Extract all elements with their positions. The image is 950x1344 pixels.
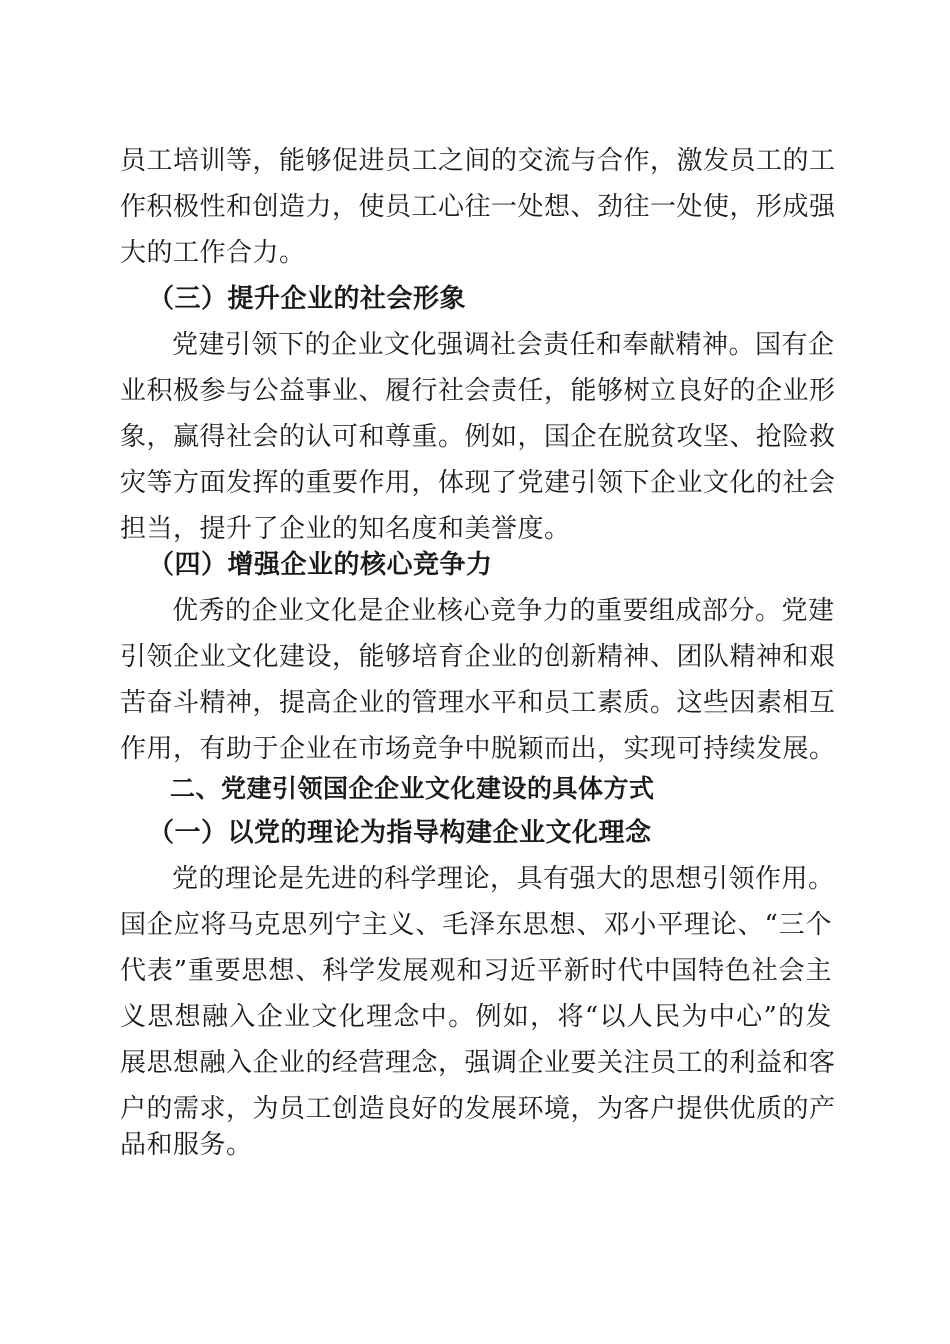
paragraph-line: 大的工作合力。: [120, 238, 306, 268]
paragraph-line: 作积极性和创造力，使员工心往一处想、劲往一处使，形成强: [120, 192, 836, 222]
paragraph-line: 优秀的企业文化是企业核心竞争力的重要组成部分。党建: [172, 596, 835, 626]
paragraph-line: 担当，提升了企业的知名度和美誉度。: [120, 514, 571, 544]
paragraph-line: 引领企业文化建设，能够培育企业的创新精神、团队精神和艰: [120, 642, 836, 672]
subsection-heading-4: （四）增强企业的核心竞争力: [148, 550, 493, 580]
paragraph-line: 义思想融入企业文化理念中。例如，将“以人民为中心”的发: [120, 1002, 832, 1032]
paragraph-line: 员工培训等，能够促进员工之间的交流与合作，激发员工的工: [120, 146, 836, 176]
paragraph-line: 代表”重要思想、科学发展观和习近平新时代中国特色社会主: [120, 956, 832, 986]
paragraph-line: 户的需求，为员工创造良好的发展环境，为客户提供优质的产: [120, 1094, 836, 1124]
paragraph-line: 党的理论是先进的科学理论，具有强大的思想引领作用。: [172, 864, 835, 894]
paragraph-line: 象，赢得社会的认可和尊重。例如，国企在脱贫攻坚、抢险救: [120, 422, 836, 452]
paragraph-line: 业积极参与公益事业、履行社会责任，能够树立良好的企业形: [120, 376, 836, 406]
paragraph-line: 展思想融入企业的经营理念，强调企业要关注员工的利益和客: [120, 1048, 836, 1078]
section-heading-2: 二、党建引领国企企业文化建设的具体方式: [170, 774, 655, 803]
paragraph-line: 品和服务。: [120, 1130, 253, 1160]
subsection-heading-2-1: （一）以党的理论为指导构建企业文化理念: [148, 818, 652, 848]
paragraph-line: 作用，有助于企业在市场竞争中脱颖而出，实现可持续发展。: [120, 734, 836, 764]
paragraph-line: 国企应将马克思列宁主义、毛泽东思想、邓小平理论、“三个: [120, 910, 832, 940]
paragraph-line: 党建引领下的企业文化强调社会责任和奉献精神。国有企: [172, 330, 835, 360]
paragraph-line: 灾等方面发挥的重要作用，体现了党建引领下企业文化的社会: [120, 468, 836, 498]
paragraph-line: 苦奋斗精神，提高企业的管理水平和员工素质。这些因素相互: [120, 688, 836, 718]
subsection-heading-3: （三）提升企业的社会形象: [148, 284, 467, 314]
